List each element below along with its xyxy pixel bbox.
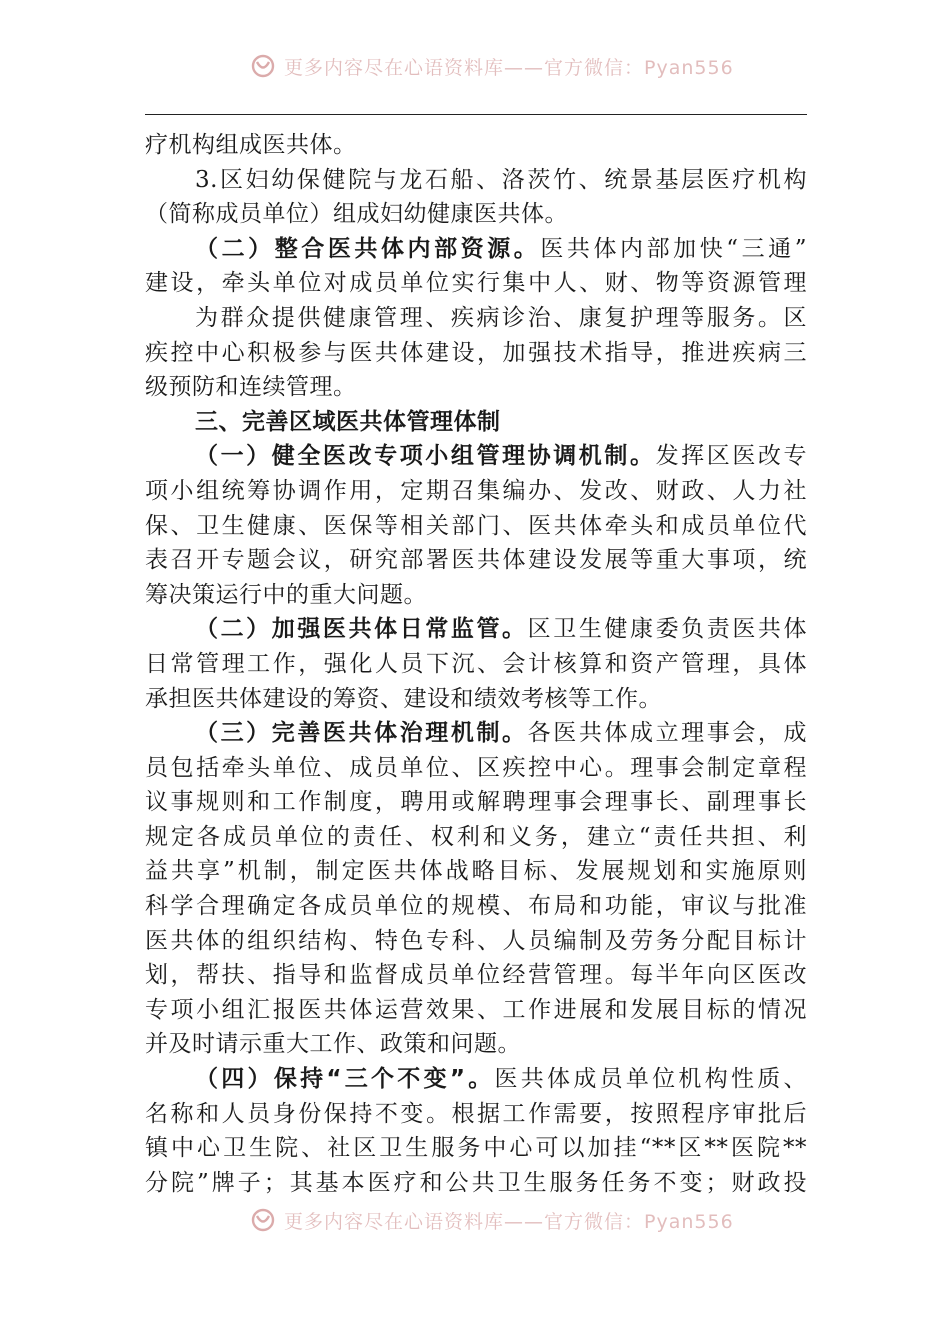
body-text: 建设，牵头单位对成员单位实行集中人、财、物等资源管理 — [145, 270, 807, 297]
text-line — [145, 405, 807, 440]
body-text: 医共体成员单位机构性质、 — [494, 1066, 808, 1093]
body-text: 疗机构组成医共体。 — [145, 132, 357, 158]
body-text: 发挥区医改专 — [655, 443, 808, 470]
body-text: 保、卫生健康、医保等相关部门、医共体牵头和成员单位代 — [145, 512, 807, 539]
text-line — [145, 682, 807, 717]
text-line — [145, 854, 807, 889]
body-text: 划，帮扶、指导和监督成员单位经营管理。每半年向区医改 — [145, 962, 807, 989]
text-line — [145, 1062, 807, 1097]
text-line — [145, 1166, 807, 1201]
text-line — [145, 543, 807, 578]
watermark-text: 更多内容尽在心语资料库——官方微信：Pyan556 — [284, 1210, 734, 1233]
text-line — [145, 958, 807, 993]
body-text: 疾控中心积极参与医共体建设，加强技术指导，推进疾病三 — [145, 339, 807, 366]
text-line — [145, 266, 807, 301]
logo-icon — [250, 53, 276, 79]
text-line — [145, 128, 807, 163]
body-text: 表召开专题会议，研究部署医共体建设发展等重大事项，统 — [145, 547, 807, 574]
body-text: 为群众提供健康管理、疾病诊治、康复护理等服务。区 — [195, 304, 807, 331]
document-body — [145, 128, 807, 1200]
body-text: 区卫生健康委负责医共体 — [527, 616, 808, 643]
text-line — [145, 612, 807, 647]
body-text: 规定各成员单位的责任、权利和义务，建立“责任共担、利 — [145, 823, 807, 850]
body-text: 镇中心卫生院、社区卫生服务中心可以加挂“**区**医院** — [145, 1135, 807, 1162]
text-line — [145, 1097, 807, 1132]
watermark-top — [250, 50, 734, 82]
text-line — [145, 232, 807, 267]
body-text: 名称和人员身份保持不变。根据工作需要，按照程序审批后 — [145, 1100, 807, 1127]
bold-heading-text: （一）健全医改专项小组管理协调机制。 — [195, 443, 656, 470]
bold-heading-text: （二）加强医共体日常监管。 — [195, 616, 528, 643]
text-line — [145, 509, 807, 544]
text-line — [145, 716, 807, 751]
text-line — [145, 578, 807, 613]
text-line — [145, 889, 807, 924]
body-text: 专项小组汇报医共体运营效果、工作进展和发展目标的情况 — [145, 996, 807, 1023]
body-text: （简称成员单位）组成妇幼健康医共体。 — [145, 201, 568, 228]
text-line — [145, 439, 807, 474]
bold-heading-text: 三、完善区域医共体管理体制 — [195, 408, 501, 435]
body-text: 级预防和连续管理。 — [145, 374, 357, 401]
body-text: 承担医共体建设的筹资、建设和绩效考核等工作。 — [145, 685, 662, 712]
watermark-text: 更多内容尽在心语资料库——官方微信：Pyan556 — [284, 56, 734, 79]
body-text: 员包括牵头单位、成员单位、区疾控中心。理事会制定章程 — [145, 754, 807, 781]
body-text: 益共享”机制，制定医共体战略目标、发展规划和实施原则 — [145, 858, 807, 885]
text-line — [145, 163, 807, 198]
text-line — [145, 370, 807, 405]
text-line — [145, 751, 807, 786]
body-text: 医共体内部加快“三通” — [540, 235, 807, 262]
text-line — [145, 336, 807, 371]
body-text: 并及时请示重大工作、政策和问题。 — [145, 1031, 521, 1058]
text-line — [145, 993, 807, 1028]
text-line — [145, 924, 807, 959]
body-text: 医共体的组织结构、特色专科、人员编制及劳务分配目标计 — [145, 927, 807, 954]
body-text: 3.区妇幼保健院与龙石船、洛茨竹、统景基层医疗机构 — [195, 166, 807, 193]
body-text: 筹决策运行中的重大问题。 — [145, 581, 427, 608]
watermark-bottom — [250, 1204, 734, 1236]
body-text: 日常管理工作，强化人员下沉、会计核算和资产管理，具体 — [145, 650, 807, 677]
logo-icon — [250, 1207, 276, 1233]
body-text: 议事规则和工作制度，聘用或解聘理事会理事长、副理事长 — [145, 789, 807, 816]
header-rule — [145, 114, 807, 115]
text-line — [145, 1027, 807, 1062]
text-line — [145, 1131, 807, 1166]
bold-heading-text: （四）保持“三个不变”。 — [195, 1066, 495, 1093]
body-text: 各医共体成立理事会，成 — [527, 720, 808, 747]
bold-heading-text: （二）整合医共体内部资源。 — [195, 235, 541, 262]
text-line — [145, 301, 807, 336]
body-text: 项小组统筹协调作用，定期召集编办、发改、财政、人力社 — [145, 477, 807, 504]
text-line — [145, 820, 807, 855]
text-line — [145, 474, 807, 509]
body-text: 分院”牌子；其基本医疗和公共卫生服务任务不变；财政投 — [145, 1169, 807, 1196]
bold-heading-text: （三）完善医共体治理机制。 — [195, 720, 528, 747]
text-line — [145, 647, 807, 682]
text-line — [145, 197, 807, 232]
text-line — [145, 785, 807, 820]
body-text: 科学合理确定各成员单位的规模、布局和功能，审议与批准 — [145, 893, 807, 920]
